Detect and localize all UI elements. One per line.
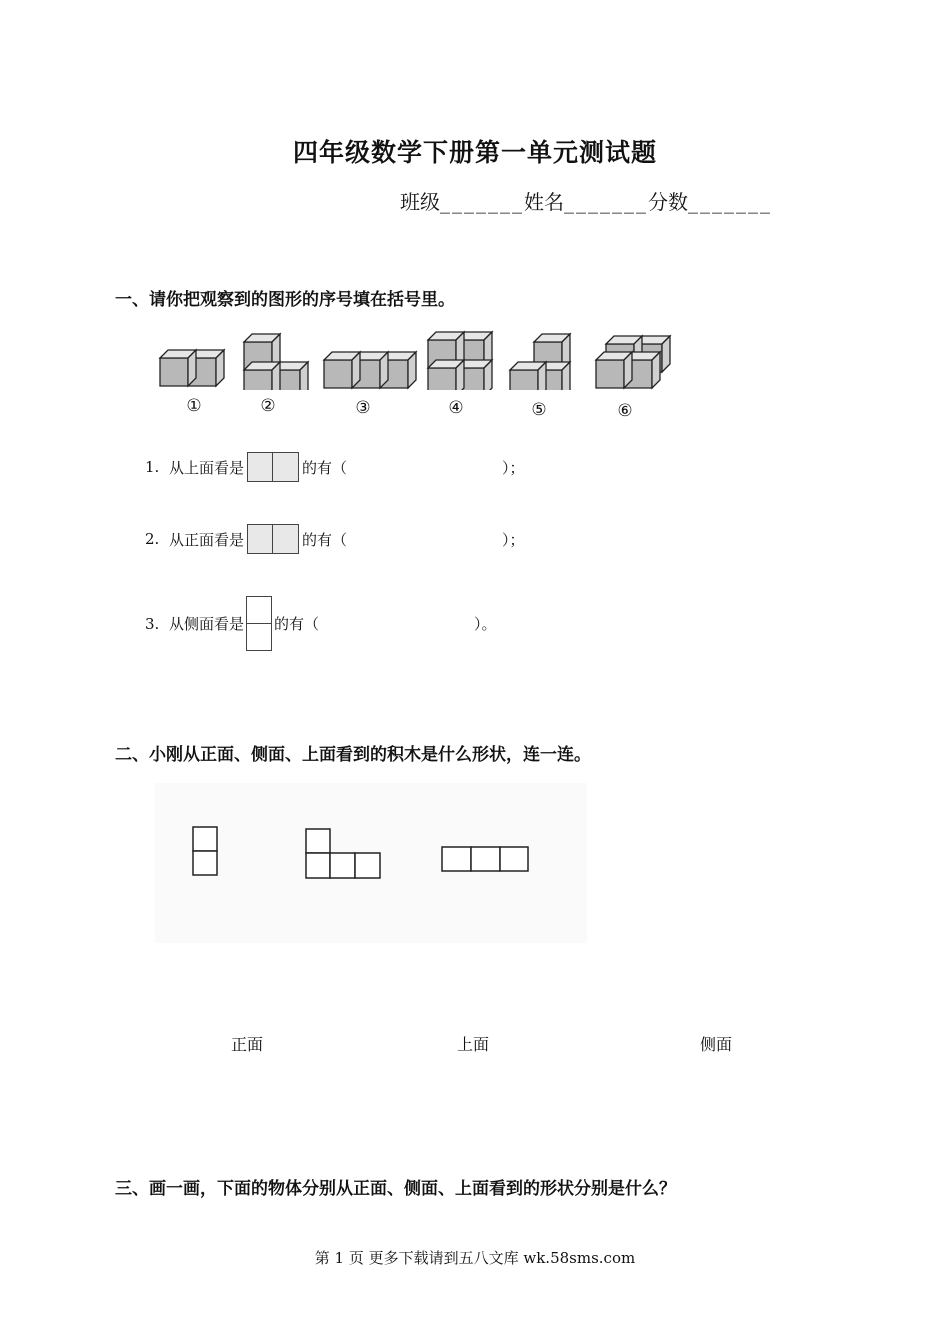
section-1-heading: 一、请你把观察到的图形的序号填在括号里。 bbox=[115, 290, 455, 310]
cube-figures bbox=[150, 330, 680, 390]
top-view-shape-icon bbox=[247, 452, 299, 482]
name-label: 姓名 bbox=[524, 190, 564, 214]
figure-6 bbox=[596, 336, 670, 388]
question-end: ）； bbox=[502, 530, 525, 549]
figure-number-1: ① bbox=[186, 396, 202, 416]
view-shapes bbox=[155, 783, 587, 943]
question-end: ）。 bbox=[474, 615, 497, 633]
figure-number-4: ④ bbox=[448, 398, 464, 418]
class-label: 班级 bbox=[400, 190, 440, 214]
question-suffix: 的有（ bbox=[302, 458, 348, 477]
score-blank: _______ bbox=[688, 190, 772, 214]
question-prefix: 从正面看是 bbox=[169, 530, 245, 549]
figure-number-6: ⑥ bbox=[617, 401, 633, 421]
figure-3 bbox=[324, 352, 416, 388]
question-suffix: 的有（ bbox=[274, 615, 320, 633]
question-number: 1. bbox=[145, 458, 160, 476]
class-blank: _______ bbox=[440, 190, 524, 214]
question-prefix: 从侧面看是 bbox=[169, 615, 245, 633]
section-2-heading: 二、小刚从正面、侧面、上面看到的积木是什么形状，连一连。 bbox=[115, 745, 591, 765]
figure-number-2: ② bbox=[260, 396, 276, 416]
student-info-line bbox=[400, 186, 772, 215]
question-number: 3. bbox=[145, 614, 160, 633]
figure-4 bbox=[428, 332, 492, 390]
score-label: 分数 bbox=[648, 190, 688, 214]
front-view-shape-icon bbox=[247, 524, 299, 554]
shape-vertical-two bbox=[193, 827, 217, 875]
question-end: ）； bbox=[502, 458, 525, 477]
view-label-top: 上面 bbox=[457, 1035, 490, 1054]
figure-number-5: ⑤ bbox=[531, 400, 547, 420]
question-1 bbox=[145, 452, 525, 482]
view-label-side: 侧面 bbox=[700, 1035, 733, 1054]
section-3-heading: 三、画一画，下面的物体分别从正面、侧面、上面看到的形状分别是什么？ bbox=[115, 1179, 676, 1199]
view-label-front: 正面 bbox=[231, 1035, 264, 1054]
page-title: 四年级数学下册第一单元测试题 bbox=[292, 138, 657, 167]
figure-2 bbox=[244, 334, 308, 390]
figure-number-3: ③ bbox=[355, 398, 371, 418]
shape-horizontal-three bbox=[442, 847, 528, 871]
question-2 bbox=[145, 524, 525, 554]
figure-1 bbox=[160, 350, 224, 386]
figure-5 bbox=[510, 334, 570, 390]
question-3 bbox=[145, 596, 497, 651]
question-suffix: 的有（ bbox=[302, 530, 348, 549]
question-prefix: 从上面看是 bbox=[169, 458, 245, 477]
page-footer: 第 1 页 更多下载请到五八文库 wk.58sms.com bbox=[314, 1249, 636, 1267]
side-view-shape-icon bbox=[246, 596, 272, 651]
question-number: 2. bbox=[145, 530, 160, 548]
shape-l-four bbox=[306, 829, 380, 878]
name-blank: _______ bbox=[564, 190, 648, 214]
